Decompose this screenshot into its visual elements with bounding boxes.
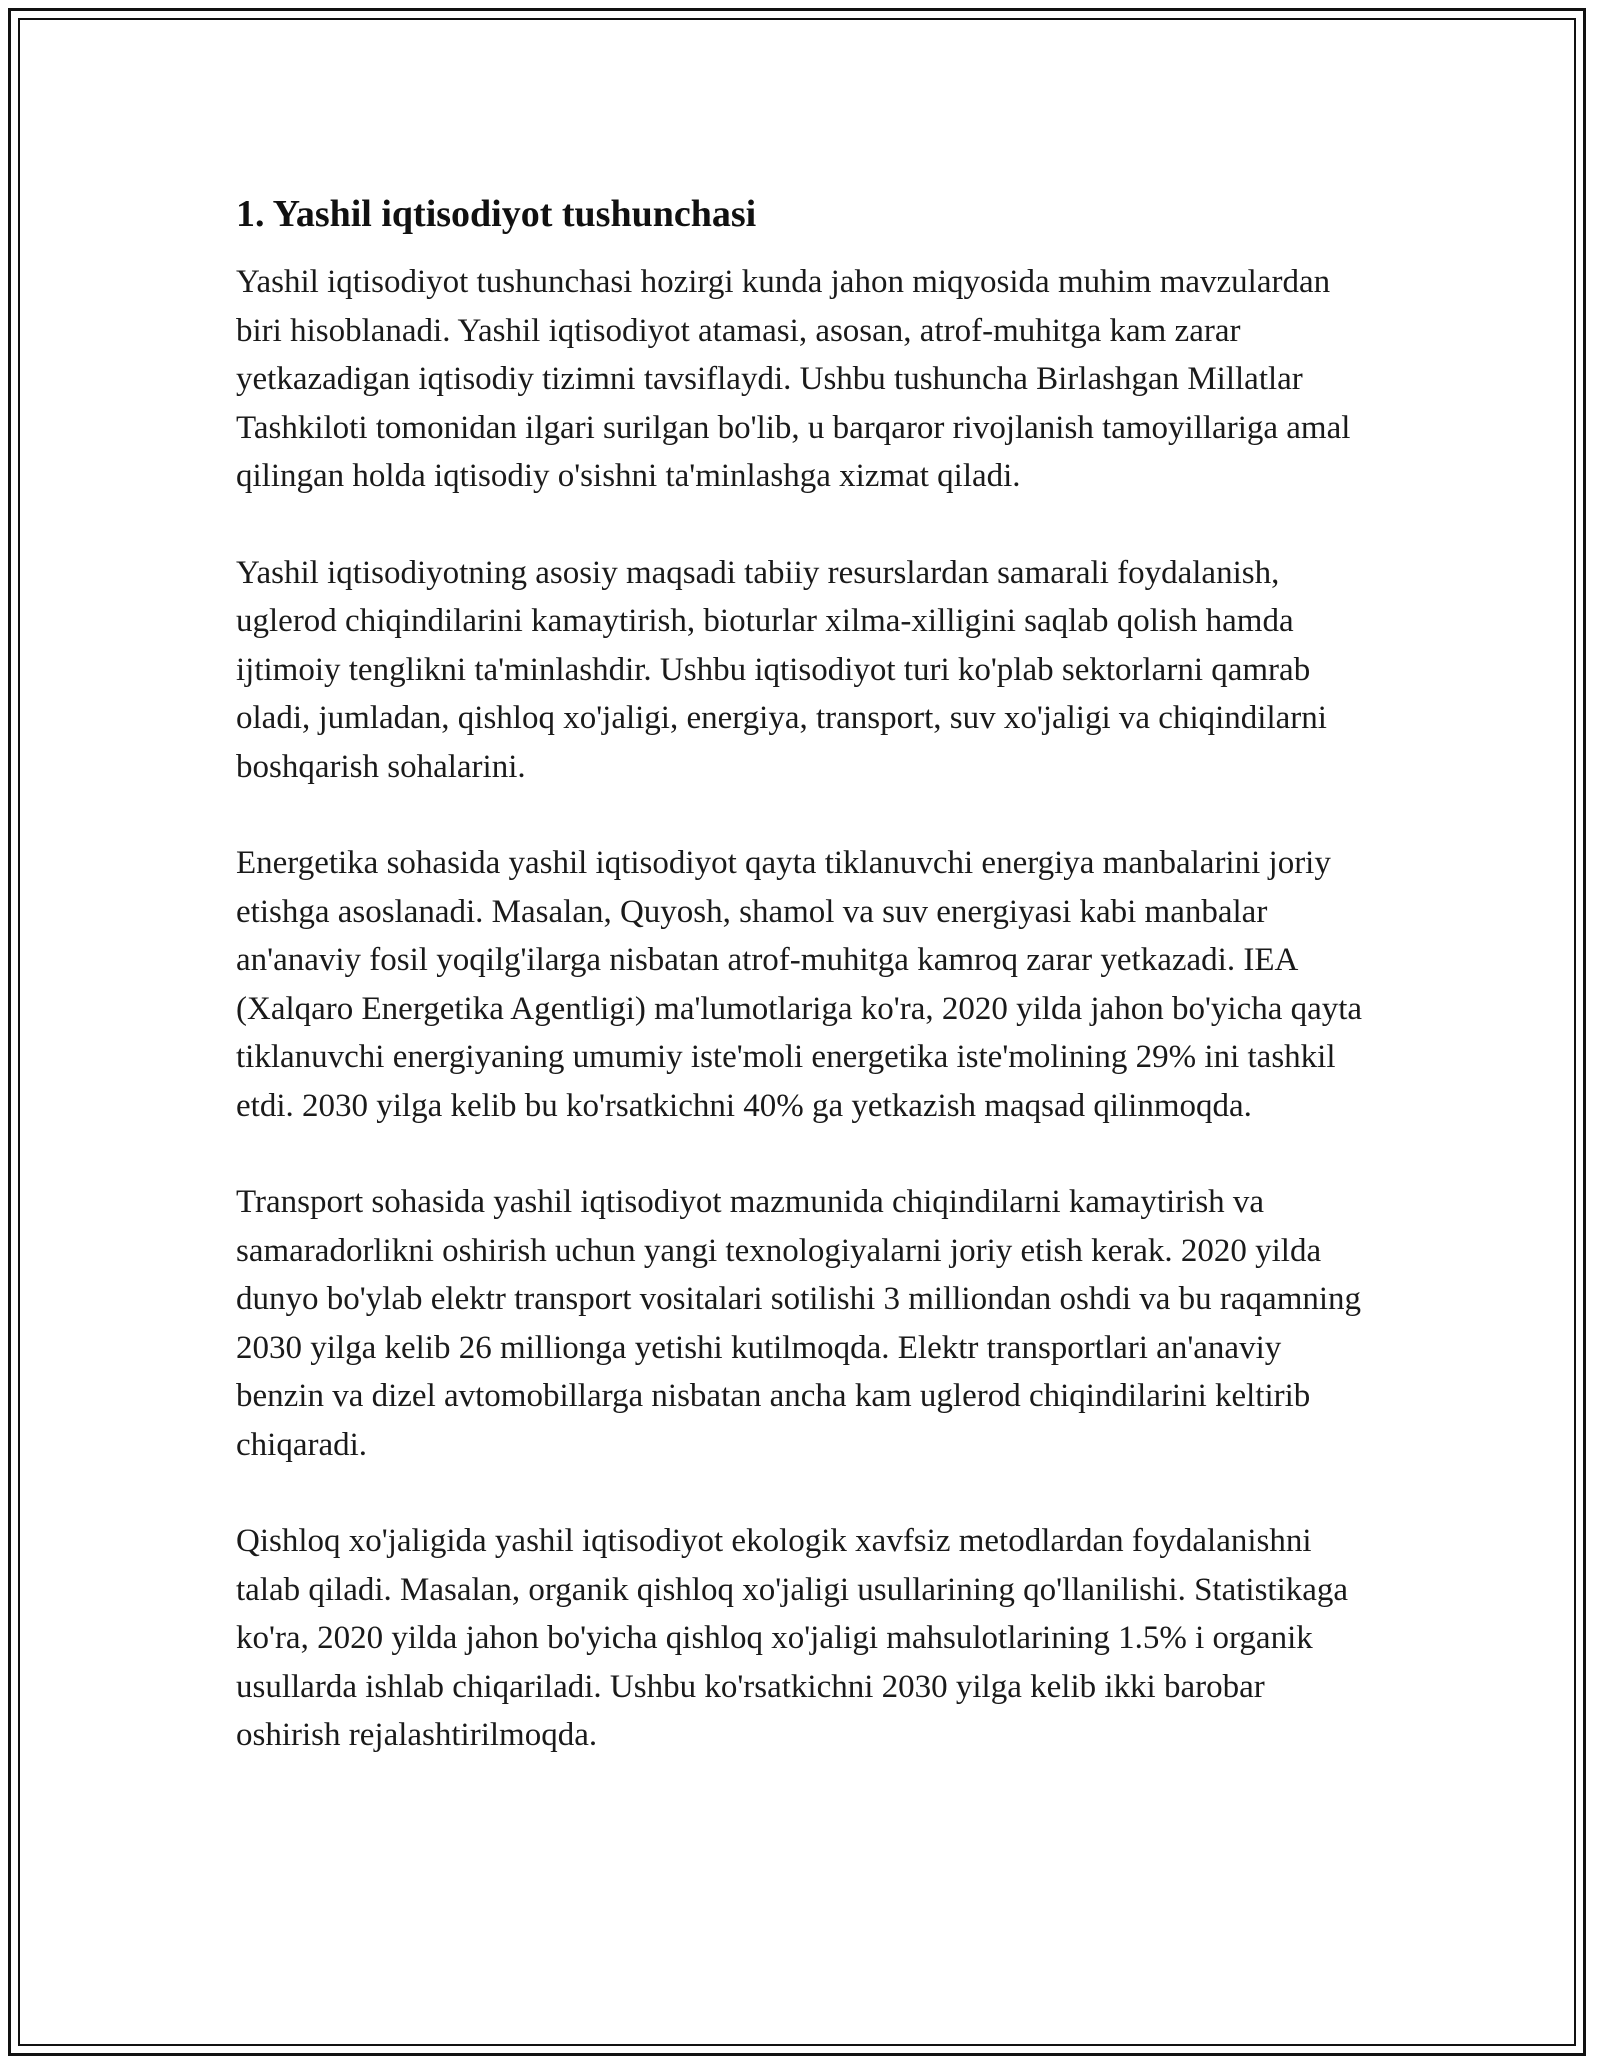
section-title: 1. Yashil iqtisodiyot tushunchasi <box>236 193 757 235</box>
paragraph-transport: Transport sohasida yashil iqtisodiyot mazmunida chiqindilarni kamaytirish va samaradorlikni oshirish uchun yangi texnologiyalarni joriy etish kerak. 2020 yilda dunyo bo'ylab elektr transport vositalari sotilishi 3 milliondan oshdi va bu raqamning 2030 yilga kelib 26 millionga yetishi kutilmoqda. Elektr transportlari an'anaviy benzin va dizel avtomobillarga nisbatan ancha kam uglerod chiqindilarini keltirib chiqaradi. <box>236 1184 1362 1463</box>
paragraph-goals: Yashil iqtisodiyotning asosiy maqsadi tabiiy resurslardan samarali foydalanish, uglerod chiqindilarini kamaytirish, bioturlar xilma-xilligini saqlab qolish hamda ijtimoiy tenglikni ta'minlashdir. Ushbu iqtisodiyot turi ko'plab sektorlarni qamrab oladi, jumladan, qishloq xo'jaligi, energiya, transport, suv xo'jaligi va chiqindilarni boshqarish sohalarini. <box>236 554 1327 785</box>
paragraph-agriculture: Qishloq xo'jaligida yashil iqtisodiyot ekologik xavfsiz metodlardan foydalanishni talab qiladi. Masalan, organik qishloq xo'jaligi usullarining qo'llanilishi. Statistikaga ko'ra, 2020 yilda jahon bo'yicha qishloq xo'jaligi mahsulotlarining 1.5% i organik usullarda ishlab chiqariladi. Ushbu ko'rsatkichni 2030 yilga kelib ikki barobar oshirish rejalashtirilmoqda. <box>236 1523 1349 1753</box>
paragraph-definition: Yashil iqtisodiyot tushunchasi hozirgi kunda jahon miqyosida muhim mavzulardan biri hisoblanadi. Yashil iqtisodiyot atamasi, asosan, atrof-muhitga kam zarar yetkazadigan iqtisodiy tizimni tavsiflaydi. Ushbu tushuncha Birlashgan Millatlar Tashkiloti tomonidan ilgari surilgan bo'lib, u barqaror rivojlanish tamoyillariga amal qilingan holda iqtisodiy o'sishni ta'minlashga xizmat qiladi. <box>236 264 1351 494</box>
paragraph-energy: Energetika sohasida yashil iqtisodiyot qayta tiklanuvchi energiya manbalarini joriy etishga asoslanadi. Masalan, Quyosh, shamol va suv energiyasi kabi manbalar an'anaviy fosil yoqilg'ilarga nisbatan atrof-muhitga kamroq zarar yetkazadi. IEA (Xalqaro Energetika Agentligi) ma'lumotlariga ko'ra, 2020 yilda jahon bo'yicha qayta tiklanuvchi energiyaning umumiy iste'moli energetika iste'molining 29% ini tashkil etdi. 2030 yilga kelib bu ko'rsatkichni 40% ga yetkazish maqsad qilinmoqda. <box>236 845 1363 1124</box>
document-body <box>236 188 1366 1808</box>
